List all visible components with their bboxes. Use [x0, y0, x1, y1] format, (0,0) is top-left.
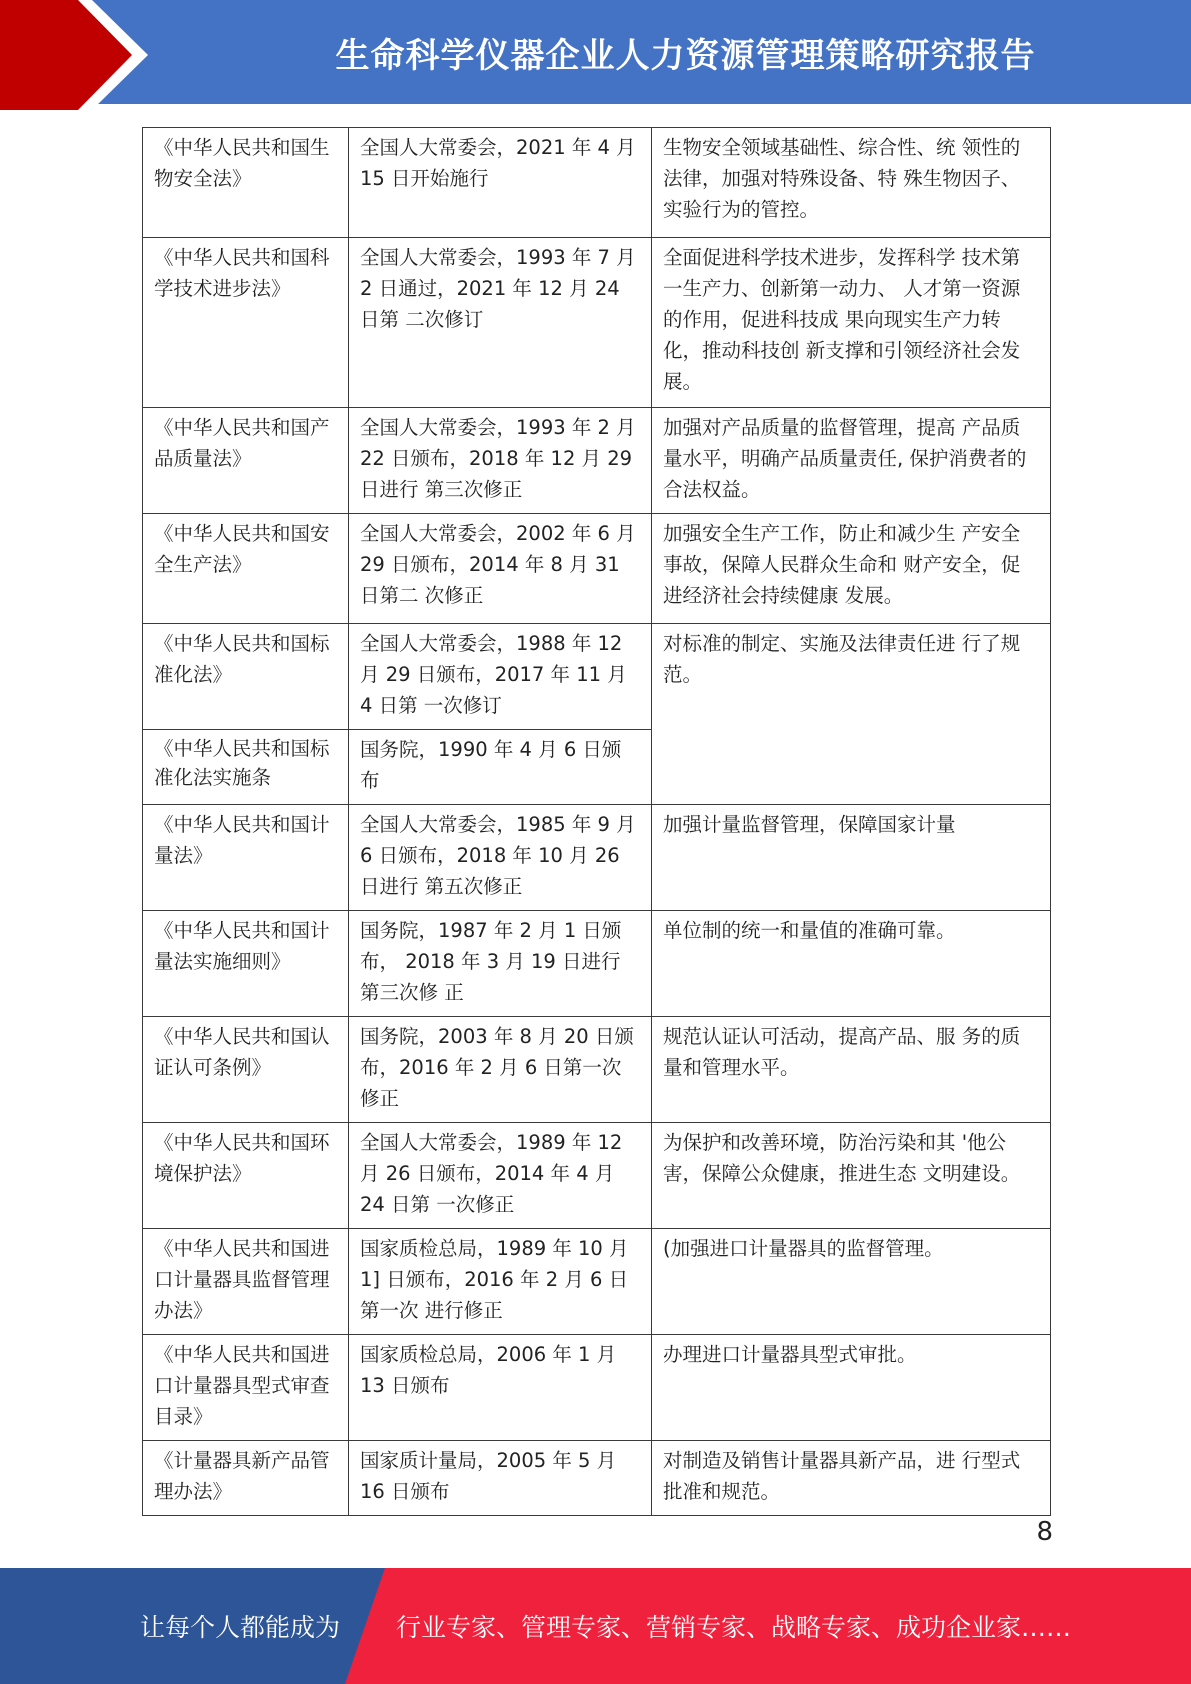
table-row [143, 408, 1051, 514]
law-name-cell: 《中华人民共和国产 品质量法》 [143, 408, 349, 514]
law-name-cell: 《中华人民共和国环 境保护法》 [143, 1123, 349, 1229]
description-cell: 加强对产品质量的监督管理，提高 产品质量水平，明确产品质量责任, 保护消费者的合法权益。 [652, 408, 1051, 514]
description-cell: 规范认证认可活动，提高产品、服 务的质量和管理水平。 [652, 1017, 1051, 1123]
issue-date-cell: 国家质检总局，1989 年 10 月 1] 日颁布，2016 年 2 月 6 日第一次 进行修正 [349, 1229, 652, 1335]
table-row [143, 1017, 1051, 1123]
law-name-cell: 《中华人民共和国标 准化法实施条 [143, 730, 349, 805]
table-row [143, 805, 1051, 911]
issue-date-cell: 国务院，2003 年 8 月 20 日颁布，2016 年 2 月 6 日第一次修正 [349, 1017, 652, 1123]
description-cell: 对制造及销售计量器具新产品，进 行型式批准和规范。 [652, 1441, 1051, 1516]
issue-date-cell: 国务院，1990 年 4 月 6 日颁布 [349, 730, 652, 805]
issue-date-cell: 国家质计量局，2005 年 5 月 16 日颁布 [349, 1441, 652, 1516]
table-row [143, 1335, 1051, 1441]
issue-date-cell: 全国人大常委会，1988 年 12 月 29 日颁布，2017 年 11 月 4 日第 一次修订 [349, 624, 652, 730]
description-cell: 加强计量监督管理，保障国家计量 [652, 805, 1051, 911]
law-name-cell: 《中华人民共和国计 量法》 [143, 805, 349, 911]
issue-date-cell: 全国人大常委会，2021 年 4 月 15 日开始施行 [349, 128, 652, 238]
table-row [143, 624, 1051, 730]
law-name-cell: 《计量器具新产品管 理办法》 [143, 1441, 349, 1516]
law-name-cell: 《中华人民共和国安 全生产法》 [143, 514, 349, 624]
description-cell: 加强安全生产工作，防止和减少生 产安全事故，保障人民群众生命和 财产安全，促进经济社会持续健康 发展。 [652, 514, 1051, 624]
table-row [143, 128, 1051, 238]
page-header [0, 0, 1191, 110]
issue-date-cell: 全国人大常委会，2002 年 6 月 29 日颁布，2014 年 8 月 31 日第二 次修正 [349, 514, 652, 624]
law-name-cell: 《中华人民共和国科 学技术进步法》 [143, 238, 349, 408]
table-row [143, 1441, 1051, 1516]
page-number: 8 [1036, 1517, 1053, 1547]
issue-date-cell: 全国人大常委会，1985 年 9 月 6 日颁布，2018 年 10 月 26 日进行 第五次修正 [349, 805, 652, 911]
description-cell: (加强进口计量器具的监督管理。 [652, 1229, 1051, 1335]
issue-date-cell: 国务院，1987 年 2 月 1 日颁布， 2018 年 3 月 19 日进行第三次修 正 [349, 911, 652, 1017]
footer-slogan-left: 让每个人都能成为 [140, 1613, 341, 1642]
description-cell: 办理进口计量器具型式审批。 [652, 1335, 1051, 1441]
description-cell: 为保护和改善环境，防治污染和其 '他公害，保障公众健康，推进生态 文明建设。 [652, 1123, 1051, 1229]
description-cell: 单位制的统一和量值的准确可靠。 [652, 911, 1051, 1017]
table-row [143, 238, 1051, 408]
page-footer [0, 1568, 1191, 1684]
issue-date-cell: 全国人大常委会，1989 年 12 月 26 日颁布，2014 年 4 月 24 日第 一次修正 [349, 1123, 652, 1229]
regulations-table [142, 127, 1051, 1516]
issue-date-cell: 全国人大常委会，1993 年 2 月 22 日颁布，2018 年 12 月 29 日进行 第三次修正 [349, 408, 652, 514]
law-name-cell: 《中华人民共和国生 物安全法》 [143, 128, 349, 238]
description-cell: 生物安全领域基础性、综合性、统 领性的法律，加强对特殊设备、特 殊生物因子、实验行为的管控。 [652, 128, 1051, 238]
law-name-cell: 《中华人民共和国进 口计量器具监督管理 办法》 [143, 1229, 349, 1335]
description-cell: 全面促进科学技术进步，发挥科学 技术第一生产力、创新第一动力、 人才第一资源的作用，促进科技成 果向现实生产力转化，推动科技创 新支撑和引领经济社会发展。 [652, 238, 1051, 408]
law-name-cell: 《中华人民共和国进 口计量器具型式审查 目录》 [143, 1335, 349, 1441]
law-name-cell: 《中华人民共和国认 证认可条例》 [143, 1017, 349, 1123]
table-row [143, 514, 1051, 624]
table-row [143, 1229, 1051, 1335]
table-row [143, 1123, 1051, 1229]
law-name-cell: 《中华人民共和国标 准化法》 [143, 624, 349, 730]
description-cell: 对标准的制定、实施及法律责任进 行了规范。 [652, 624, 1051, 805]
table-row [143, 911, 1051, 1017]
issue-date-cell: 全国人大常委会，1993 年 7 月 2 日通过，2021 年 12 月 24 日第 二次修订 [349, 238, 652, 408]
footer-slogan-right: 行业专家、管理专家、营销专家、战略专家、成功企业家…… [396, 1613, 1072, 1642]
issue-date-cell: 国家质检总局，2006 年 1 月 13 日颁布 [349, 1335, 652, 1441]
report-title: 生命科学仪器企业人力资源管理策略研究报告 [335, 35, 1036, 76]
law-name-cell: 《中华人民共和国计 量法实施细则》 [143, 911, 349, 1017]
